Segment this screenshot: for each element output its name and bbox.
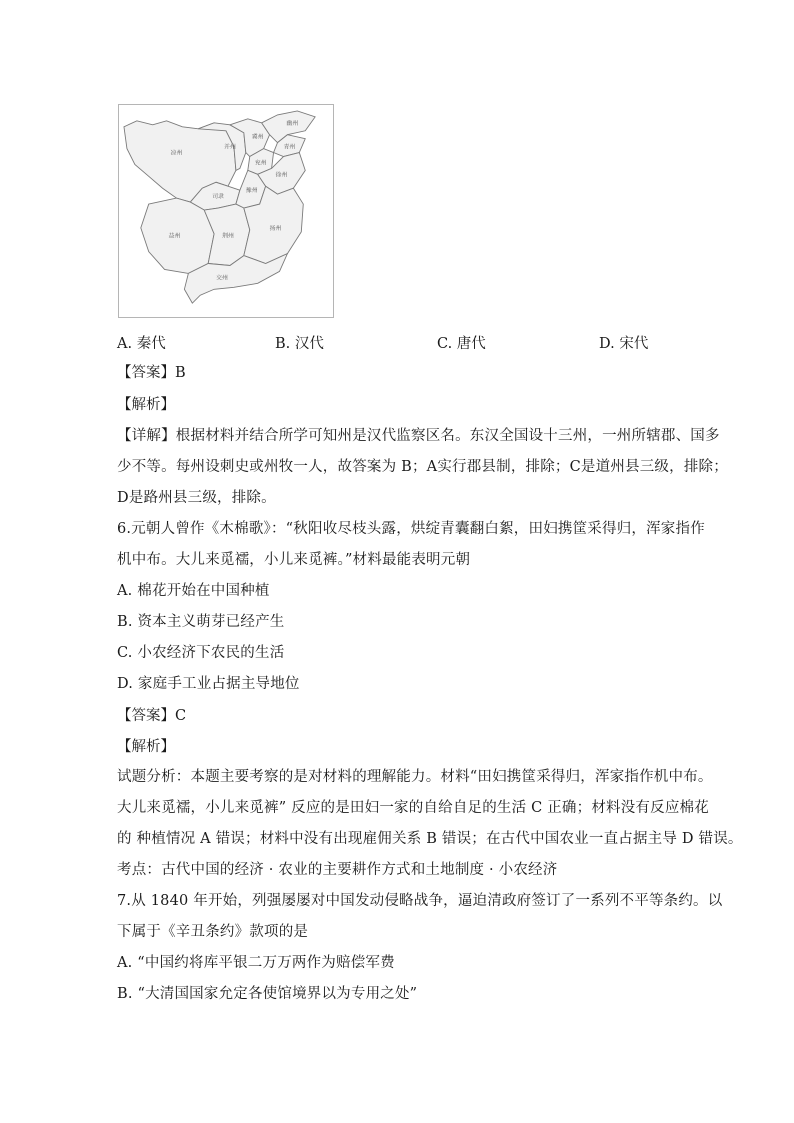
q6-option-b: B. 资本主义萌芽已经产生 xyxy=(117,614,285,630)
q7-stem-line: 下属于《辛丑条约》款项的是 xyxy=(117,924,309,940)
q5-option-d: D. 宋代 xyxy=(599,336,649,352)
q6-stem-line: 机中布。大儿来觅襦，小儿来觅裤。”材料最能表明元朝 xyxy=(117,552,471,568)
q6-analysis-line: 考点：古代中国的经济 · 农业的主要耕作方式和土地制度 · 小农经济 xyxy=(117,862,558,878)
q6-analysis-line: 大儿来觅襦，小儿来觅裤” 反应的是田妇一家的自给自足的生活 C 正确；材料没有反应棉花 xyxy=(117,800,709,816)
q5-analysis-heading: 【解析】 xyxy=(117,397,175,413)
q5-detail-line: 少不等。每州设刺史或州牧一人，故答案为 B；A实行郡县制，排除；C是道州县三级，排除； xyxy=(117,459,728,475)
q5-option-c: C. 唐代 xyxy=(437,336,486,352)
q5-detail xyxy=(117,421,728,514)
q7-stem xyxy=(117,886,723,948)
q7-options xyxy=(117,948,687,1010)
q6-analysis-line: 试题分析：本题主要考察的是对材料的理解能力。材料“田妇携筐采得归，浑家指作机中布。 xyxy=(117,769,713,785)
map-label: 司隶 xyxy=(212,193,225,201)
q6-option-d: D. 家庭手工业占据主导地位 xyxy=(117,676,300,692)
q5-option-a: A. 秦代 xyxy=(117,336,166,352)
map-label: 青州 xyxy=(283,143,296,151)
map-label: 益州 xyxy=(168,232,181,240)
map-label: 凉州 xyxy=(170,149,183,157)
map-label: 徐州 xyxy=(275,171,288,179)
q5-option-b: B. 汉代 xyxy=(275,336,324,352)
q7-option-a: A. “中国约将库平银二万万两作为赔偿军费 xyxy=(117,955,395,971)
map-label: 扬州 xyxy=(269,224,282,232)
q6-options xyxy=(117,576,687,700)
q5-detail-line: 【详解】根据材料并结合所学可知州是汉代监察区名。东汉全国设十三州，一州所辖郡、国多 xyxy=(117,428,720,444)
map-label: 交州 xyxy=(216,274,228,282)
map-label: 并州 xyxy=(224,143,236,151)
q7-option-b: B. “大清国国家允定各使馆境界以为专用之处” xyxy=(117,986,418,1002)
q5-answer: 【答案】B xyxy=(117,365,186,381)
map-label: 幽州 xyxy=(286,119,299,127)
q6-option-c: C. 小农经济下农民的生活 xyxy=(117,645,285,661)
q6-stem xyxy=(117,514,705,576)
q6-answer: 【答案】C xyxy=(117,708,187,724)
q6-analysis-heading: 【解析】 xyxy=(117,739,175,755)
map-label: 兖州 xyxy=(254,159,267,167)
map-label: 豫州 xyxy=(245,187,258,195)
q6-analysis xyxy=(117,762,743,886)
q7-stem-line: 7.从 1840 年开始，列强屡屡对中国发动侵略战争，逼迫清政府签订了一系列不平等条约。以 xyxy=(117,893,723,909)
q6-option-a: A. 棉花开始在中国种植 xyxy=(117,583,270,599)
q6-stem-line: 6.元朝人曾作《木棉歌》：“秋阳收尽枝头露，烘绽青囊翻白絮，田妇携筐采得归，浑家指作 xyxy=(117,521,705,537)
map-label: 荆州 xyxy=(222,232,234,240)
han-provinces-map xyxy=(118,104,334,318)
map-outline xyxy=(119,105,333,317)
map-label: 冀州 xyxy=(251,133,264,141)
q6-analysis-line: 的 种植情况 A 错误；材料中没有出现雇佣关系 B 错误；在古代中国农业一直占据主导 D 错误。 xyxy=(117,831,743,847)
q5-detail-line: D是路州县三级，排除。 xyxy=(117,490,276,506)
